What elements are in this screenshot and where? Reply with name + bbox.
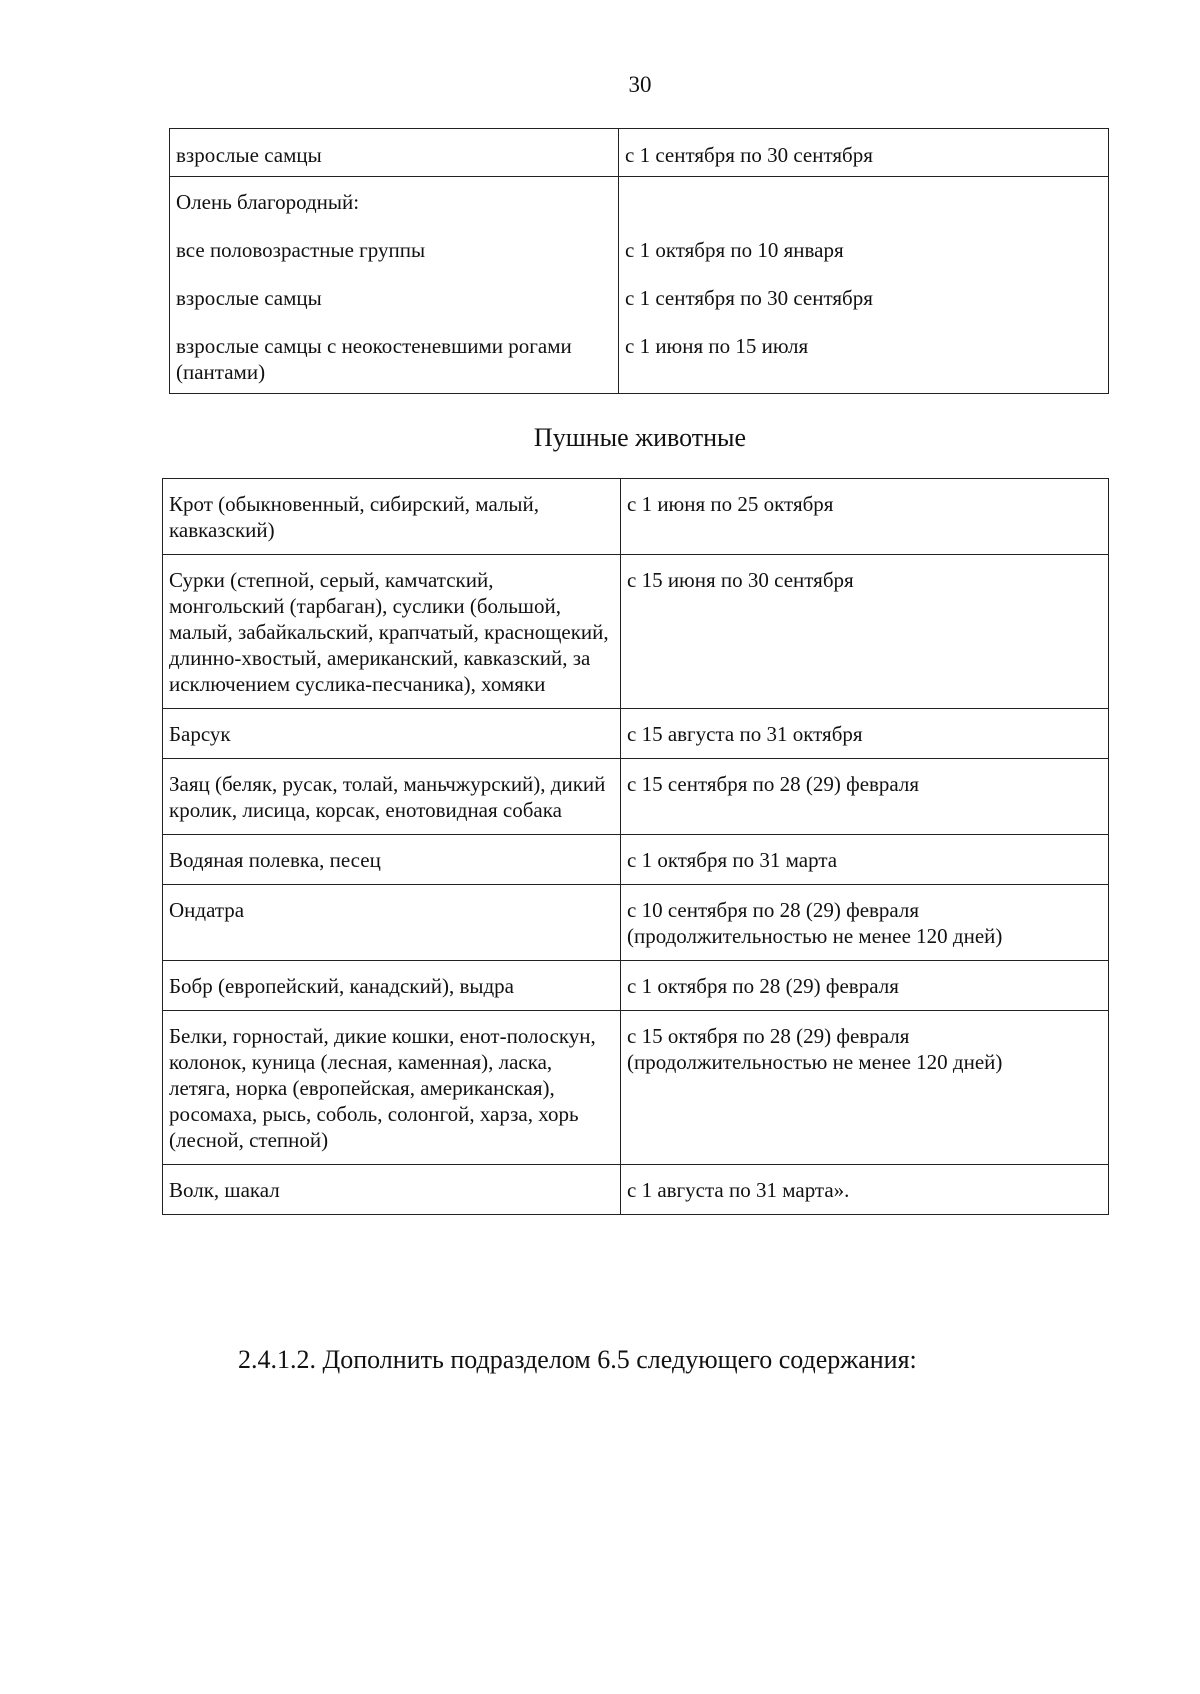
- table-cell-period: с 1 октября по 28 (29) февраля: [621, 961, 1109, 1011]
- table-cell-animal: Бобр (европейский, канадский), выдра: [163, 961, 621, 1011]
- section-title: Пушные животные: [533, 423, 747, 452]
- table-row: [163, 885, 1109, 961]
- table-cell-animal: Крот (обыкновенный, сибирский, малый, кавказский): [163, 479, 621, 555]
- group-item-period: с 1 июня по 15 июля: [625, 334, 809, 358]
- table-row: [163, 479, 1109, 555]
- table-cell-animal: Белки, горностай, дикие кошки, енот-полоскун, колонок, куница (лесная, каменная), ласка, летяга, норка (европейская, американская), росомаха, рысь, соболь, солонгой, харза, хорь (лесной, степной): [163, 1011, 621, 1165]
- table-cell-period: с 15 сентября по 28 (29) февраля: [621, 759, 1109, 835]
- table-cell-period-group: [619, 177, 1109, 394]
- table-row: [163, 1011, 1109, 1165]
- table-cell-period: с 1 августа по 31 марта».: [621, 1165, 1109, 1215]
- table-cell-animal: Водяная полевка, песец: [163, 835, 621, 885]
- group-heading-blank: [625, 189, 1102, 237]
- amendment-text: 2.4.1.2. Дополнить подразделом 6.5 следующего содержания:: [238, 1345, 917, 1374]
- table-row: [163, 555, 1109, 709]
- table-row: [163, 961, 1109, 1011]
- table-cell-period: с 15 августа по 31 октября: [621, 709, 1109, 759]
- table-cell-animal: взрослые самцы: [170, 129, 619, 177]
- table-cell-animal: Волк, шакал: [163, 1165, 621, 1215]
- table-cell-animal: Заяц (беляк, русак, толай, маньчжурский), дикий кролик, лисица, корсак, енотовидная собака: [163, 759, 621, 835]
- table-row-group: [170, 177, 1109, 394]
- group-item-animal: взрослые самцы с неокостеневшими рогами (пантами): [176, 334, 572, 384]
- table-row: [163, 1165, 1109, 1215]
- group-item-animal: взрослые самцы: [176, 286, 322, 310]
- table-cell-animal: Сурки (степной, серый, камчатский, монгольский (тарбаган), суслики (большой, малый, забайкальский, крапчатый, краснощекий, длинно-хвостый, американский, кавказский, за исключением суслика-песчаника), хомяки: [163, 555, 621, 709]
- hunting-seasons-table-ungulates: [169, 128, 1109, 394]
- table-row: [163, 709, 1109, 759]
- table-cell-animal: Барсук: [163, 709, 621, 759]
- table-cell-period: с 1 сентября по 30 сентября: [619, 129, 1109, 177]
- table-cell-period: с 15 июня по 30 сентября: [621, 555, 1109, 709]
- table-cell-period: с 10 сентября по 28 (29) февраля (продолжительностью не менее 120 дней): [621, 885, 1109, 961]
- group-heading: Олень благородный:: [176, 190, 360, 214]
- table-cell-animal-group: [170, 177, 619, 394]
- table-cell-period: с 1 октября по 31 марта: [621, 835, 1109, 885]
- table-row: [163, 759, 1109, 835]
- table-cell-period: с 1 июня по 25 октября: [621, 479, 1109, 555]
- hunting-seasons-table-fur-animals: [162, 478, 1109, 1215]
- group-item-animal: все половозрастные группы: [176, 238, 426, 262]
- group-item-period: с 1 октября по 10 января: [625, 238, 844, 262]
- table-cell-animal: Ондатра: [163, 885, 621, 961]
- table-row: [163, 835, 1109, 885]
- group-item-period: с 1 сентября по 30 сентября: [625, 286, 873, 310]
- page-number: 30: [628, 72, 652, 97]
- table-row: [170, 129, 1109, 177]
- table-cell-period: с 15 октября по 28 (29) февраля (продолжительностью не менее 120 дней): [621, 1011, 1109, 1165]
